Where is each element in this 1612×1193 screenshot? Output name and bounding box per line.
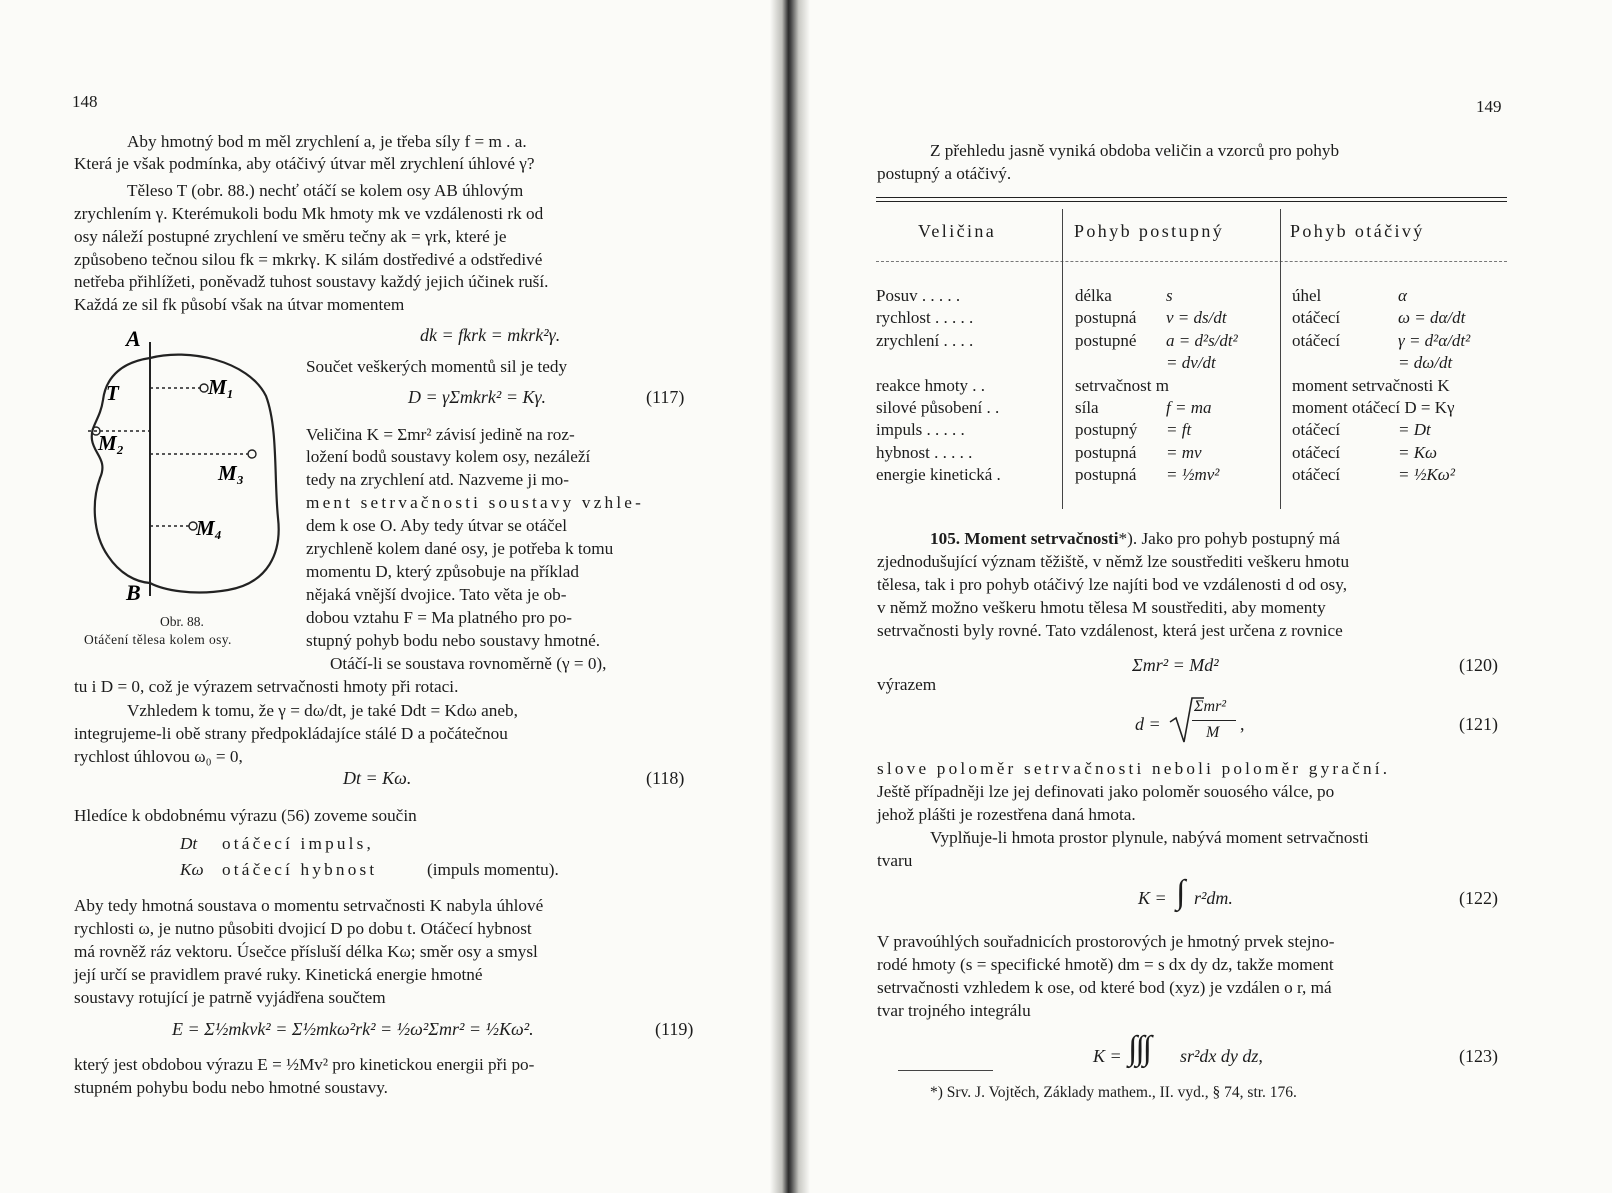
- text-line: postupný a otáčivý.: [877, 164, 1012, 183]
- text-line: má rovněž ráz vektoru. Úsečce přísluší délka Kω; směr osy a smysl: [74, 942, 538, 961]
- label-m1: M₁: [208, 375, 234, 399]
- text-vyrazem: výrazem: [877, 675, 937, 694]
- table-cell-rotational-name: moment otáčecí D = Kγ: [1292, 398, 1455, 417]
- table-cell-rotational-formula: γ = d²α/dt²: [1398, 330, 1471, 350]
- section-105-heading: 105. Moment setrvačnosti: [930, 529, 1119, 548]
- text-line: ložení bodů soustavy kolem osy, nezáleží: [306, 447, 591, 466]
- text-line: Hledíce k obdobnému výrazu (56) zoveme součin: [74, 806, 417, 825]
- table-header-translational: Pohyb postupný: [1074, 221, 1225, 241]
- table-cell-translational-name: postupné: [1075, 330, 1137, 350]
- text-line: Veličina K = Σmr² závisí jedině na roz-: [306, 425, 575, 444]
- table-cell-rotational-formula: = dω/dt: [1398, 353, 1453, 373]
- table-cell-rotational-formula: = Dt: [1398, 420, 1431, 440]
- text-line: rychlosti ω, je nutno působiti dvojicí D po dobu t. Otáčecí hybnost: [74, 919, 532, 938]
- equation-number-123: (123): [1459, 1046, 1498, 1066]
- text-line: tvaru: [877, 851, 913, 870]
- table-cell-rotational-name: otáčecí: [1292, 330, 1341, 350]
- text-line: tu i D = 0, což je výrazem setrvačnosti hmoty při rotaci.: [74, 677, 459, 696]
- table-cell-quantity: energie kinetická .: [876, 465, 1001, 485]
- equation-number-120: (120): [1459, 655, 1498, 675]
- definition-symbol-kw: Kω: [180, 860, 204, 879]
- point-m1-marker: [200, 384, 208, 392]
- table-cell-quantity: rychlost . . . . .: [876, 308, 974, 328]
- text-line: setrvačnosti vzhledem k ose, od které bod (xyz) je vzdálen o r, má: [877, 978, 1332, 997]
- definition-paren-kw: (impuls momentu).: [427, 860, 559, 879]
- section-105-rest: *). Jako pro pohyb postupný má: [1118, 529, 1341, 548]
- equation-121-numerator: Σmr²: [1194, 698, 1227, 715]
- text-line: tvar trojného integrálu: [877, 1001, 1031, 1020]
- table-cell-rotational-name: otáčecí: [1292, 420, 1341, 440]
- text-line: v němž možno veškeru hmotu tělesa M soustřediti, aby momenty: [877, 598, 1326, 617]
- text-line: slove poloměr setrvačnosti neboli poloměr gyrační.: [877, 759, 1391, 778]
- table-cell-rotational-formula: = ½Kω²: [1398, 465, 1455, 485]
- text-line: zrychlením γ. Kterémukoli bodu Mk hmoty mk ve vzdálenosti rk od: [74, 204, 544, 223]
- section-105-first-line: [930, 528, 1340, 550]
- left-page-number: 148: [72, 92, 98, 111]
- text-line: Ještě případněji lze jej definovati jako poloměr souosého válce, po: [877, 782, 1335, 801]
- point-m3-marker: [248, 450, 256, 458]
- table-cell-translational-formula: = mv: [1166, 442, 1202, 462]
- footnote-rule: [898, 1070, 993, 1071]
- text-line: Součet veškerých momentů sil je tedy: [306, 357, 568, 376]
- label-m4: M₄: [196, 516, 222, 540]
- text-line: Aby tedy hmotná soustava o momentu setrvačnosti K nabyla úhlové: [74, 896, 544, 915]
- text-line: Těleso T (obr. 88.) nechť otáčí se kolem osy AB úhlovým: [127, 181, 524, 200]
- table-cell-translational-formula: = ½mv²: [1166, 465, 1220, 485]
- text-line: Otáčí-li se soustava rovnoměrně (γ = 0),: [330, 654, 607, 673]
- equation-121-lhs: d =: [1135, 714, 1161, 734]
- table-cell-translational-formula: s: [1166, 286, 1173, 305]
- equation-121-tail: ,: [1240, 714, 1245, 734]
- figure-caption-title: Obr. 88.: [160, 614, 204, 629]
- text-line: Vzhledem k tomu, že γ = dω/dt, je také Ddt = Kdω aneb,: [127, 701, 518, 720]
- table-cell-rotational-formula: ω = dα/dt: [1398, 308, 1466, 328]
- right-page-number: 149: [1476, 97, 1502, 116]
- equation-number-117: (117): [646, 387, 685, 407]
- table-cell-quantity: zrychlení . . . .: [876, 330, 974, 350]
- table-cell-quantity: reakce hmoty . .: [876, 375, 986, 395]
- label-a: A: [126, 328, 141, 351]
- label-b: B: [126, 580, 141, 605]
- table-cell-translational-name: postupná: [1075, 308, 1137, 328]
- table-cell-translational-name: síla: [1075, 398, 1099, 417]
- equation-118: Dt = Kω.: [343, 768, 412, 788]
- table-cell-rotational-name: úhel: [1292, 286, 1322, 305]
- equation-123-lhs: K =: [1093, 1046, 1122, 1066]
- equation-117: D = γΣmkrk² = Kγ.: [408, 387, 547, 407]
- text-line: Která je však podmínka, aby otáčivý útvar měl zrychlení úhlové γ?: [74, 154, 535, 173]
- table-cell-translational-formula: = dv/dt: [1166, 353, 1216, 373]
- table-cell-rotational-name: otáčecí: [1292, 442, 1341, 462]
- text-line: Z přehledu jasně vyniká obdoba veličin a vzorců pro pohyb: [930, 141, 1340, 160]
- text-line: dem k ose O. Aby tedy útvar se otáčel: [306, 516, 568, 535]
- equation-120: Σmr² = Md²: [1132, 655, 1219, 675]
- fraction-bar-121: [1192, 720, 1236, 721]
- figure-caption-text: Otáčení tělesa kolem osy.: [84, 632, 232, 647]
- equation-122-lhs: K =: [1138, 888, 1167, 908]
- text-line: tedy na zrychlení atd. Nazveme ji mo-: [306, 470, 569, 489]
- text-line: setrvačnosti byly rovné. Tato vzdálenost, která jest určena z rovnice: [877, 621, 1343, 640]
- text-line: stupném pohybu bodu nebo hmotné soustavy.: [74, 1078, 388, 1097]
- book-gutter: [770, 0, 810, 1193]
- text-line: integrujeme-li obě strany předpokládajíce stálé D a počátečnou: [74, 724, 508, 743]
- label-m3: M₃: [218, 461, 244, 485]
- table-cell-translational-name: postupný: [1075, 420, 1138, 440]
- integral-sign-122: ∫: [1176, 874, 1186, 911]
- table-cell-translational-name: postupná: [1075, 442, 1137, 462]
- text-line: soustavy rotující je patrně vyjádřena součtem: [74, 988, 386, 1007]
- text-line: její určí se pravidlem pravé ruky. Kinetická energie hmotné: [74, 965, 483, 984]
- table-cell-rotational-name: moment setrvačnosti K: [1292, 375, 1450, 395]
- table-cell-quantity: impuls . . . . .: [876, 420, 965, 440]
- text-line: Vyplňuje-li hmota prostor plynule, nabývá moment setrvačnosti: [930, 828, 1369, 847]
- table-cell-translational-formula: v = ds/dt: [1166, 308, 1227, 328]
- figure-88: [78, 328, 308, 618]
- text-line: zrychleně kolem dané osy, je potřeba k tomu: [306, 539, 614, 558]
- table-cell-translational-name: setrvačnost m: [1075, 375, 1169, 395]
- equation-number-119: (119): [655, 1019, 694, 1039]
- table-cell-rotational-formula: α: [1398, 286, 1407, 305]
- definition-text-dt: otáčecí impuls,: [222, 834, 375, 853]
- text-line: tělesa, tak i pro pohyb otáčivý lze najíti bod ve vzdálenosti d od osy,: [877, 575, 1347, 594]
- equation-dk: dk = fkrk = mkrk²γ.: [420, 325, 561, 345]
- text-line: momentu D, který způsobuje na příklad: [306, 562, 580, 581]
- equation-121-denominator: M: [1206, 724, 1220, 741]
- definition-symbol-dt: Dt: [180, 834, 198, 853]
- table-header-quantity: Veličina: [918, 221, 997, 241]
- text-line: ment setrvačnosti soustavy vzhle-: [306, 493, 645, 512]
- text-line: který jest obdobou výrazu E = ½Mv² pro kinetickou energii při po-: [74, 1055, 535, 1074]
- equation-119: E = Σ½mkvk² = Σ½mkω²rk² = ½ω²Σmr² = ½Kω².: [172, 1019, 534, 1039]
- footnote: *) Srv. J. Vojtěch, Základy mathem., II. vyd., § 74, str. 176.: [930, 1084, 1297, 1101]
- equation-122-rhs: r²dm.: [1194, 888, 1233, 908]
- table-cell-rotational-formula: = Kω: [1398, 442, 1438, 462]
- table-cell-translational-formula: f = ma: [1166, 398, 1212, 417]
- text-line: způsobeno tečnou silou fk = mkrkγ. K silám dostředivé a odstředivé: [74, 250, 543, 269]
- equation-123-rhs: sr²dx dy dz,: [1180, 1046, 1263, 1066]
- label-t: T: [106, 381, 119, 405]
- equation-number-121: (121): [1459, 714, 1498, 734]
- table-cell-translational-name: postupná: [1075, 465, 1137, 485]
- table-cell-quantity: hybnost . . . . .: [876, 442, 973, 462]
- text-line: jehož plášti je rozestřena daná hmota.: [877, 805, 1136, 824]
- table-cell-quantity: Posuv . . . . .: [876, 286, 961, 305]
- text-line: Každá ze sil fk působí však na útvar momentem: [74, 295, 405, 314]
- definition-text-kw: otáčecí hybnost: [222, 860, 378, 879]
- text-line: osy náleží postupné zrychlení ve směru tečny ak = γrk, které je: [74, 227, 507, 246]
- text-line: Aby hmotný bod m měl zrychlení a, je třeba síly f = m . a.: [127, 132, 527, 151]
- table-cell-quantity: silové působení . .: [876, 398, 1000, 417]
- equation-number-118: (118): [646, 768, 685, 788]
- text-line: V pravoúhlých souřadnicích prostorových je hmotný prvek stejno-: [877, 932, 1335, 951]
- label-m2: M₂: [98, 431, 124, 455]
- table-cell-translational-name: délka: [1075, 286, 1112, 305]
- text-line: stupný pohyb bodu nebo soustavy hmotné.: [306, 631, 601, 650]
- triple-integral-sign-123: ∫∫∫: [1128, 1030, 1150, 1067]
- body-outline-left: [92, 358, 150, 583]
- table-cell-translational-formula: = ft: [1166, 420, 1192, 440]
- text-line: dobou vztahu F = Ma platného pro po-: [306, 608, 573, 627]
- table-header-rotational: Pohyb otáčivý: [1290, 221, 1425, 241]
- text-line: nějaká vnější dvojice. Tato věta je ob-: [306, 585, 567, 604]
- text-line: rodé hmoty (s = specifické hmotě) dm = s dx dy dz, takže moment: [877, 955, 1334, 974]
- table-cell-translational-formula: a = d²s/dt²: [1166, 330, 1238, 350]
- equation-number-122: (122): [1459, 888, 1498, 908]
- table-cell-rotational-name: otáčecí: [1292, 308, 1341, 328]
- text-line: zjednodušující význam těžiště, v němž lze soustřediti veškeru hmotu: [877, 552, 1350, 571]
- text-line: rychlost úhlovou ω₀ = 0,: [74, 747, 243, 766]
- text-line: netřeba přihlížeti, poněvadž tuhost soustavy každý jejich účinek ruší.: [74, 272, 549, 291]
- table-cell-rotational-name: otáčecí: [1292, 465, 1341, 485]
